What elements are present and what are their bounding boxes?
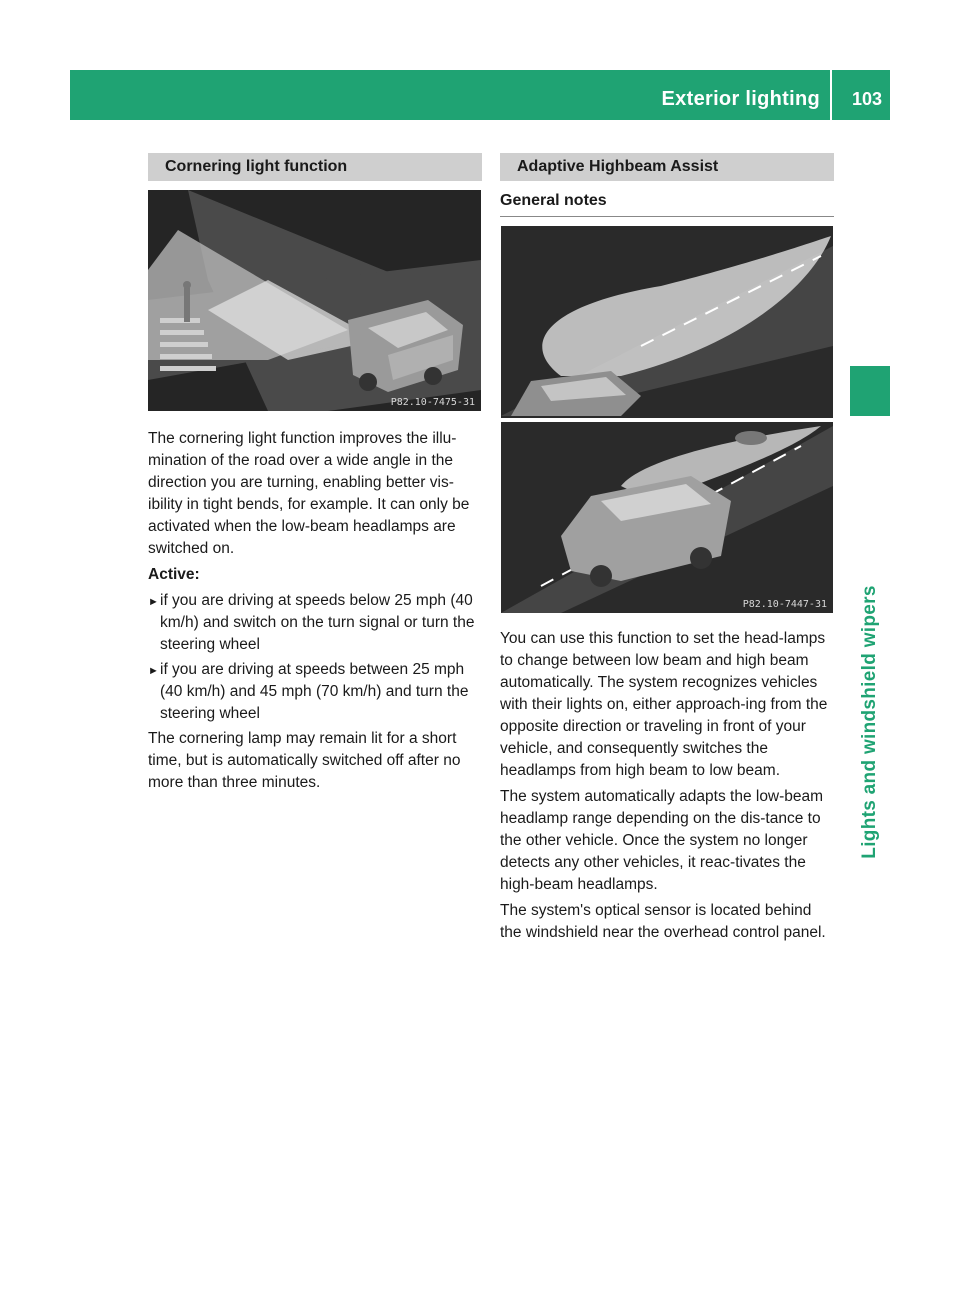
page-number: 103 (851, 89, 882, 109)
chapter-tab-marker (850, 366, 890, 416)
intro-paragraph: The cornering light function improves the illu-mination of the road over a wide angle in the direction you are turning, enabling better vis-ibility in tight bends, for example. It can only be activated when the low-beam headlamps are switched on. (148, 430, 470, 557)
list-item (148, 590, 484, 656)
paragraph: The system automatically adapts the low-beam headlamp range depending on the dis-tance to the other vehicle. Once the system no longer detects any other vehicles, it reac-tivates the high-beam headlamps. (500, 788, 824, 893)
adaptive-highbeam-text (500, 628, 836, 948)
bullet-marker-icon: ► (148, 596, 159, 608)
cornering-light-drawing (148, 190, 481, 411)
chapter-side-label: Lights and windshield wipers (859, 585, 880, 859)
figure-code: P82.10-7447-31 (742, 599, 827, 610)
paragraph: The system's optical sensor is located behind the windshield near the overhead control panel. (500, 902, 826, 941)
section-heading-adaptive-highbeam: Adaptive Highbeam Assist (500, 153, 834, 181)
active-label: Active: (148, 566, 200, 583)
cornering-light-illustration (148, 190, 481, 411)
paragraph: You can use this function to set the head-lamps to change between low beam and high beam automatically. The system recognizes vehicles with their lights on, either approach-ing from the opposite direction or traveling in front of your vehicle, and consequently switches the headlamps from high beam to low beam. (500, 630, 828, 779)
list-item-text: if you are driving at speeds below 25 mph (40 km/h) and switch on the turn signal or turn the steering wheel (160, 592, 475, 653)
cornering-light-text (148, 428, 484, 798)
bullet-marker-icon: ► (148, 665, 159, 677)
adaptive-highbeam-illustration (501, 226, 833, 613)
subsection-heading: General notes (500, 192, 607, 209)
closing-paragraph: The cornering lamp may remain lit for a short time, but is automatically switched off after no more than three minutes. (148, 730, 461, 791)
section-heading-cornering-light: Cornering light function (148, 153, 482, 181)
list-item (148, 659, 484, 725)
chapter-title: Exterior lighting (661, 88, 820, 110)
list-item-text: if you are driving at speeds between 25 mph (40 km/h) and 45 mph (70 km/h) and turn the steering wheel (160, 661, 469, 722)
adaptive-highbeam-drawing (501, 226, 833, 613)
page-header (70, 70, 890, 120)
figure-code: P82.10-7475-31 (390, 397, 475, 408)
header-divider (830, 70, 832, 120)
subsection-rule (500, 216, 834, 217)
